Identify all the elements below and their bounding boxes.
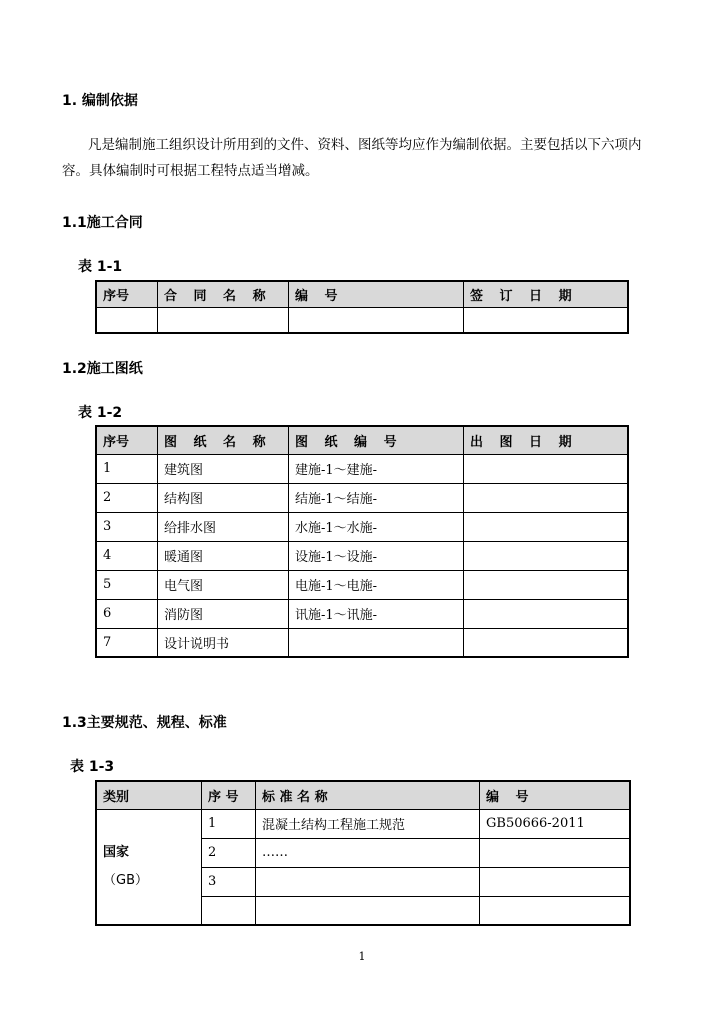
header-cell: 序号 bbox=[96, 281, 158, 307]
table-row bbox=[96, 454, 628, 483]
table-row bbox=[96, 809, 630, 838]
header-cell: 编 号 bbox=[480, 781, 631, 809]
table-cell bbox=[158, 307, 289, 333]
header-cell: 标 准 名 称 bbox=[256, 781, 480, 809]
header-cell: 图 纸 名 称 bbox=[158, 426, 289, 454]
drawing-code: 建施-1～建施- bbox=[289, 454, 464, 483]
drawing-date bbox=[464, 483, 629, 512]
drawing-name: 暖通图 bbox=[158, 541, 289, 570]
drawing-name: 结构图 bbox=[158, 483, 289, 512]
drawing-code: 设施-1～设施- bbox=[289, 541, 464, 570]
section-1-1-title: 1.1施工合同 bbox=[62, 215, 143, 231]
header-cell: 类别 bbox=[96, 781, 202, 809]
page-number: 1 bbox=[358, 950, 366, 963]
standard-name bbox=[256, 867, 480, 896]
table-row bbox=[96, 512, 628, 541]
table-row bbox=[96, 483, 628, 512]
row-number: 2 bbox=[96, 483, 158, 512]
drawing-date bbox=[464, 541, 629, 570]
intro-paragraph bbox=[62, 132, 662, 184]
standard-code bbox=[480, 896, 631, 925]
intro-text: 凡是编制施工组织设计所用到的文件、资料、图纸等均应作为编制依据。主要包括以下六项内容。具体编制时可根据工程特点适当增减。 bbox=[62, 137, 642, 179]
row-number: 3 bbox=[202, 867, 256, 896]
row-number: 5 bbox=[96, 570, 158, 599]
row-number: 2 bbox=[202, 838, 256, 867]
category-name: 国家 bbox=[103, 844, 130, 860]
header-cell: 序号 bbox=[96, 426, 158, 454]
table-cell bbox=[96, 307, 158, 333]
row-number: 1 bbox=[96, 454, 158, 483]
standard-code bbox=[480, 838, 631, 867]
section-1-3-title: 1.3主要规范、规程、标准 bbox=[62, 715, 227, 731]
header-cell: 图 纸 编 号 bbox=[289, 426, 464, 454]
header-cell: 序 号 bbox=[202, 781, 256, 809]
drawing-date bbox=[464, 454, 629, 483]
drawing-name: 消防图 bbox=[158, 599, 289, 628]
row-number: 3 bbox=[96, 512, 158, 541]
standard-code: GB50666-2011 bbox=[480, 809, 631, 838]
contract-table bbox=[95, 280, 629, 334]
header-cell: 合 同 名 称 bbox=[158, 281, 289, 307]
header-cell: 编 号 bbox=[289, 281, 464, 307]
drawing-code: 讯施-1～讯施- bbox=[289, 599, 464, 628]
standard-name: …… bbox=[256, 838, 480, 867]
category-cell bbox=[96, 809, 202, 925]
drawing-date bbox=[464, 570, 629, 599]
row-number: 6 bbox=[96, 599, 158, 628]
table-row bbox=[96, 599, 628, 628]
drawing-name: 给排水图 bbox=[158, 512, 289, 541]
drawing-name: 建筑图 bbox=[158, 454, 289, 483]
drawings-table bbox=[95, 425, 629, 658]
table-1-3-caption: 表 1-3 bbox=[70, 759, 115, 775]
drawing-code: 电施-1～电施- bbox=[289, 570, 464, 599]
table-row bbox=[96, 628, 628, 657]
standards-table bbox=[95, 780, 631, 926]
table-1-1-caption: 表 1-1 bbox=[78, 259, 123, 275]
row-number: 7 bbox=[96, 628, 158, 657]
drawing-code bbox=[289, 628, 464, 657]
row-number: 4 bbox=[96, 541, 158, 570]
table-row bbox=[96, 541, 628, 570]
drawing-name: 设计说明书 bbox=[158, 628, 289, 657]
row-number bbox=[202, 896, 256, 925]
drawing-code: 结施-1～结施- bbox=[289, 483, 464, 512]
standard-name bbox=[256, 896, 480, 925]
category-code: （GB） bbox=[103, 872, 148, 888]
table-row bbox=[96, 570, 628, 599]
section-heading: 1. 编制依据 bbox=[62, 93, 138, 109]
drawing-date bbox=[464, 512, 629, 541]
header-cell: 出 图 日 期 bbox=[464, 426, 629, 454]
drawing-date bbox=[464, 599, 629, 628]
table-1-2-caption: 表 1-2 bbox=[78, 405, 123, 421]
drawing-date bbox=[464, 628, 629, 657]
drawing-code: 水施-1～水施- bbox=[289, 512, 464, 541]
table-cell bbox=[289, 307, 464, 333]
standard-code bbox=[480, 867, 631, 896]
table-row bbox=[96, 307, 628, 333]
section-1-2-title: 1.2施工图纸 bbox=[62, 361, 143, 377]
standard-name: 混凝土结构工程施工规范 bbox=[256, 809, 480, 838]
row-number: 1 bbox=[202, 809, 256, 838]
header-cell: 签 订 日 期 bbox=[464, 281, 629, 307]
table-cell bbox=[464, 307, 629, 333]
drawing-name: 电气图 bbox=[158, 570, 289, 599]
